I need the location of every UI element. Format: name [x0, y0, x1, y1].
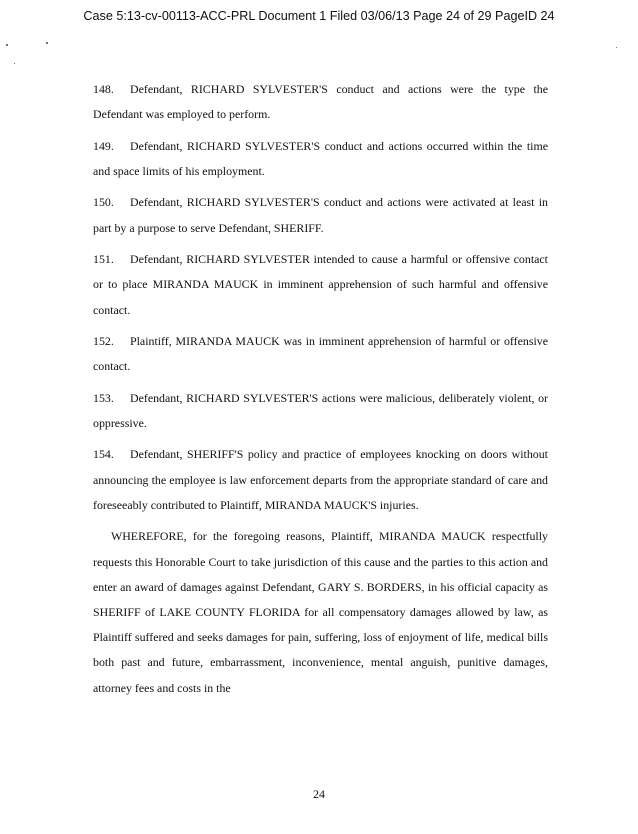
paragraph-number: 154.: [93, 447, 114, 462]
paragraph-152: [93, 329, 548, 379]
wherefore-clause: WHEREFORE, for the foregoing reasons, Plaintiff, MIRANDA MAUCK respectfully requests this Honorable Court to take jurisdiction of this cause and the parties to this action and enter an award of damages against Defendant, GARY S. BORDERS, in his official capacity as SHERIFF of LAKE COUNTY FLORIDA for all compensatory damages allowed by law, as Plaintiff suffered and seeks damages for pain, suffering, loss of enjoyment of life, medical bills both past and future, embarrassment, inconvenience, mental anguish, punitive damages, attorney fees and costs in the: [93, 529, 548, 695]
paragraph-number: 149.: [93, 138, 114, 153]
scan-speck: [46, 42, 48, 44]
paragraph-text: Defendant, RICHARD SYLVESTER'S conduct and actions occurred within the time and space limits of his employment.: [93, 138, 548, 178]
paragraph-number: 150.: [93, 195, 114, 210]
paragraph-number: 151.: [93, 252, 114, 267]
paragraph-149: [93, 134, 548, 184]
document-body: [93, 77, 548, 701]
case-header: Case 5:13-cv-00113-ACC-PRL Document 1 Filed 03/06/13 Page 24 of 29 PageID 24: [83, 9, 555, 23]
paragraph-151: [93, 247, 548, 323]
paragraph-text: Defendant, RICHARD SYLVESTER'S conduct and actions were activated at least in part by a purpose to serve Defendant, SHERIFF.: [93, 195, 548, 235]
paragraph-text: Plaintiff, MIRANDA MAUCK was in imminent apprehension of harmful or offensive contact.: [93, 334, 548, 374]
paragraph-text: Defendant, RICHARD SYLVESTER'S conduct and actions were the type the Defendant was employed to perform.: [93, 82, 548, 122]
scan-speck: [14, 63, 15, 64]
paragraph-number: 148.: [93, 82, 114, 96]
paragraph-text: Defendant, SHERIFF'S policy and practice of employees knocking on doors without announcing the employee is law enforcement departs from the appropriate standard of care and foreseeably contributed to Plaintiff, MIRANDA MAUCK'S injuries.: [93, 447, 548, 512]
paragraph-150: [93, 190, 548, 240]
scan-speck: [616, 47, 617, 48]
scan-speck: [6, 44, 8, 46]
page-number: 24: [313, 787, 325, 801]
paragraph-154: [93, 442, 548, 518]
paragraph-153: [93, 386, 548, 436]
paragraph-number: 152.: [93, 334, 114, 349]
paragraph-148: [93, 77, 548, 127]
paragraph-text: Defendant, RICHARD SYLVESTER'S actions were malicious, deliberately violent, or oppressive.: [93, 390, 548, 430]
paragraph-number: 153.: [93, 390, 114, 405]
paragraph-text: Defendant, RICHARD SYLVESTER intended to cause a harmful or offensive contact or to place MIRANDA MAUCK in imminent apprehension of such harmful and offensive contact.: [93, 252, 548, 317]
